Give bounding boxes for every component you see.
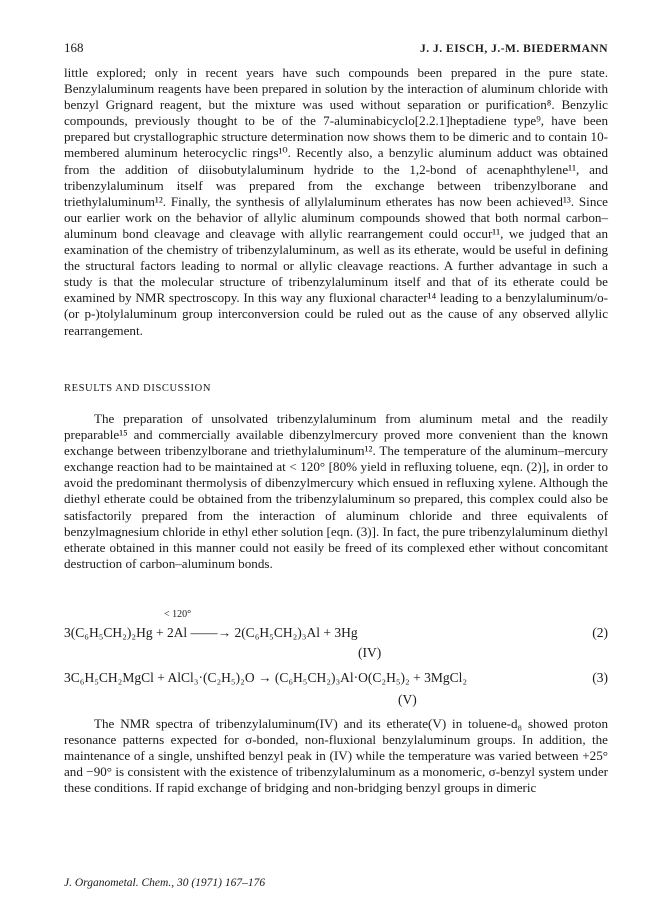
running-head-authors: J. J. EISCH, J.-M. BIEDERMANN bbox=[420, 43, 608, 55]
equation-2-condition: < 120° bbox=[164, 609, 192, 620]
equation-3 bbox=[64, 670, 608, 686]
equation-3-compound-label: (V) bbox=[398, 692, 417, 707]
equation-2 bbox=[64, 625, 608, 641]
page-header bbox=[64, 40, 608, 56]
equation-3-text: 3C₆H₅CH₂MgCl + AlCl₃·(C₂H₅)₂O → (C₆H₅CH₂)₃Al·O(C₂H₅)₂ + 3MgCl₂ bbox=[64, 670, 468, 685]
section-heading: RESULTS AND DISCUSSION bbox=[64, 383, 212, 394]
equation-3-number: (3) bbox=[592, 670, 608, 685]
equation-2-text: 3(C₆H₅CH₂)₂Hg + 2Al ——→ 2(C₆H₅CH₂)₃Al + 3Hg bbox=[64, 625, 358, 640]
equation-2-compound-label: (IV) bbox=[358, 645, 382, 660]
paragraph-intro-text: little explored; only in recent years have such compounds been prepared in the pure state. Benzylaluminum reagents have been prepared in solution by the interaction of aluminum chloride with benzyl Grignard reagent, but the mixture was used without separation or purification⁸. Benzylic compounds, previously thought to be of the 7-aluminabicyclo[2.2.1]heptadiene type⁹, have been prepared but crystallographic structure determination now shows them to be dimeric and to contain 10-membered aluminum heterocyclic rings¹⁰. Recently also, a benzylic aluminum adduct was obtained from the addition of diisobutylaluminum hydride to the 1,2-bond of acenaphthylene¹¹, and tribenzylaluminum itself was prepared from the exchange between tribenzylborane and triethylaluminum¹². Finally, the synthesis of allylaluminum etherates has now been achieved¹³. Since our earlier work on the behavior of allylic aluminum compounds showed that both normal carbon–aluminum bond cleavage and cleavage with allylic rearrangement could occur¹¹, we judged that an examination of the chemistry of tribenzylaluminum, as well as its etherate, would be useful in defining the structural factors leading to normal or allylic cleavage reactions. A further advantage in such a study is that the molecular structure of tribenzylaluminum itself and that of its etherate could be examined by NMR spectroscopy. In this way any fluxional character¹⁴ leading to a benzylaluminum/o- (or p-)tolylaluminum group interconversion could be ruled out as the cause of any observed allylic rearrangement. bbox=[64, 65, 608, 338]
paragraph-nmr bbox=[64, 716, 608, 796]
paragraph-intro bbox=[64, 65, 608, 339]
paragraph-nmr-text: The NMR spectra of tribenzylaluminum(IV) and its etherate(V) in toluene-d₈ showed proton resonance patterns expected for σ-bonded, non-fluxional benzylaluminum groups. In addition, the maintenance of a single, unshifted benzyl peak in (IV) while the temperature was varied between +25° and −90° is consistent with the existence of tribenzylaluminum as a monomeric, σ-benzyl system under these conditions. If rapid exchange of bridging and non-bridging benzyl groups in dimeric bbox=[64, 716, 608, 796]
journal-citation: J. Organometal. Chem., 30 (1971) 167–176 bbox=[64, 877, 266, 889]
paragraph-preparation bbox=[64, 411, 608, 572]
equation-2-number: (2) bbox=[592, 625, 608, 640]
paragraph-preparation-text: The preparation of unsolvated tribenzylaluminum from aluminum metal and the readily preparable¹⁵ and commercially available dibenzylmercury proved more convenient than the known exchange between tribenzylborane and triethylaluminum¹². The temperature of the aluminum–mercury exchange reaction had to be maintained at < 120° [80% yield in refluxing toluene, eqn. (2)], in order to avoid the predominant thermolysis of dibenzylmercury which ensued in refluxing xylene. Although the diethyl etherate could be obtained from the tribenzylaluminum so prepared, this complex could also be satisfactorily prepared from the interaction of aluminum chloride and three equivalents of benzylmagnesium chloride in ethyl ether solution [eqn. (3)]. In fact, the pure tribenzylaluminum diethyl etherate obtained in this manner could not easily be freed of its complexed ether without concomitant destruction of carbon–aluminum bonds. bbox=[64, 411, 608, 571]
page-number: 168 bbox=[64, 40, 84, 55]
